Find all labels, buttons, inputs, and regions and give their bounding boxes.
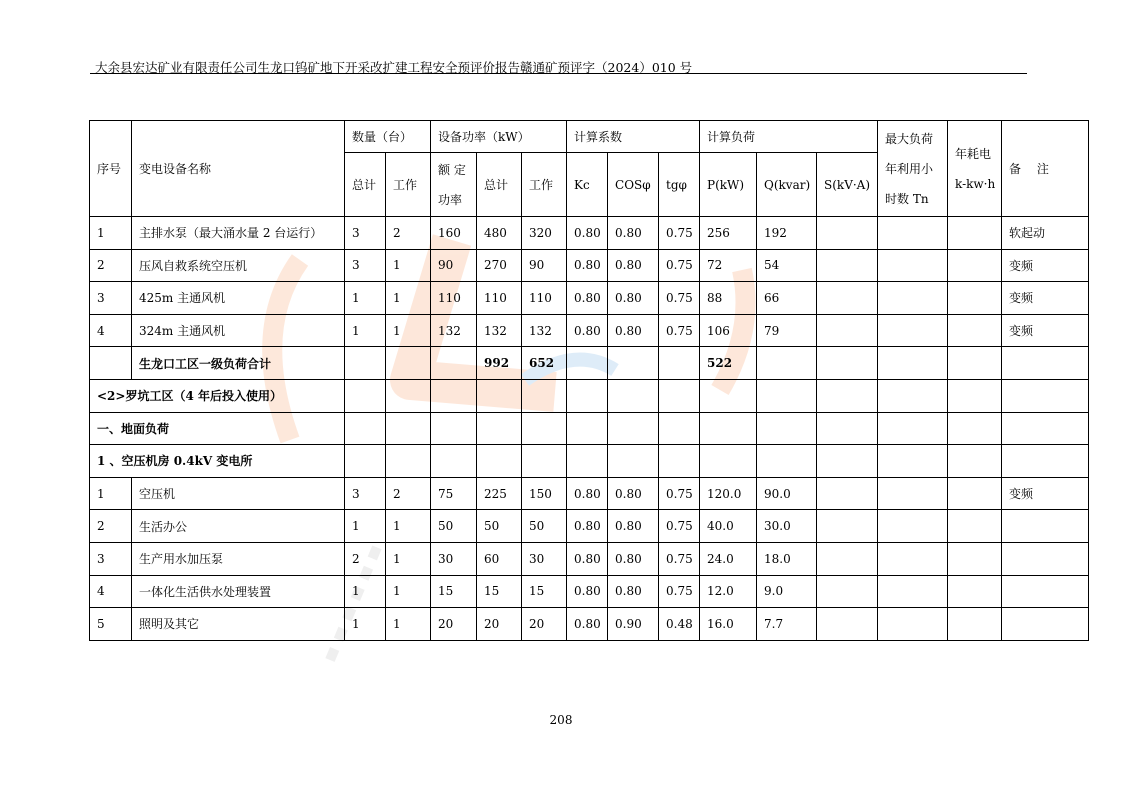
table-cell: 66 — [757, 282, 817, 315]
table-cell: 106 — [700, 314, 757, 347]
table-cell: 变频 — [1002, 314, 1089, 347]
header-kc: Kc — [567, 153, 608, 217]
table-cell: 主排水泵（最大涌水量 2 台运行） — [132, 217, 345, 250]
table-cell: 1 — [386, 575, 431, 608]
table-cell — [757, 445, 817, 478]
table-cell — [608, 445, 659, 478]
table-cell: 0.80 — [608, 575, 659, 608]
table-cell — [386, 412, 431, 445]
header-p: P(kW) — [700, 153, 757, 217]
table-cell: 0.75 — [659, 477, 700, 510]
table-cell — [659, 347, 700, 380]
table-cell: 79 — [757, 314, 817, 347]
table-cell — [659, 379, 700, 412]
header-equipment-power: 设备功率（kW） — [431, 121, 567, 153]
table-cell: 160 — [431, 217, 477, 250]
table-cell: 90 — [431, 249, 477, 282]
table-cell: 0.80 — [608, 217, 659, 250]
table-cell: 变频 — [1002, 282, 1089, 315]
table-cell: 2 — [90, 510, 132, 543]
table-cell — [757, 412, 817, 445]
table-header-row — [90, 121, 1089, 153]
table-cell: 60 — [477, 542, 522, 575]
table-cell — [608, 347, 659, 380]
table-cell — [659, 445, 700, 478]
table-cell — [659, 412, 700, 445]
table-cell: 0.80 — [567, 282, 608, 315]
table-row — [90, 510, 1089, 543]
table-cell: 16.0 — [700, 608, 757, 641]
document-header: 大余县宏达矿业有限责任公司生龙口钨矿地下开采改扩建工程安全预评价报告赣通矿预评字（2024）010 号 — [95, 60, 693, 75]
table-cell — [878, 542, 948, 575]
table-row — [90, 249, 1089, 282]
table-cell: 2 — [90, 249, 132, 282]
table-cell — [817, 249, 878, 282]
table-cell: 1 — [386, 282, 431, 315]
table-cell — [878, 477, 948, 510]
table-cell — [948, 542, 1002, 575]
section-label: 一、地面负荷 — [90, 412, 345, 445]
table-cell: 50 — [477, 510, 522, 543]
table-cell: 0.75 — [659, 282, 700, 315]
table-cell: 2 — [345, 542, 386, 575]
table-cell: 150 — [522, 477, 567, 510]
table-cell: 1 — [345, 575, 386, 608]
table-cell — [608, 412, 659, 445]
table-cell: 0.75 — [659, 510, 700, 543]
table-cell: 0.80 — [608, 542, 659, 575]
header-rule — [90, 73, 1027, 74]
header-max-load-line3: 时数 Tn — [885, 191, 929, 206]
table-cell: 110 — [522, 282, 567, 315]
table-cell — [522, 412, 567, 445]
table-row — [90, 575, 1089, 608]
table-cell — [878, 412, 948, 445]
table-cell: 0.80 — [608, 282, 659, 315]
table-cell: 20 — [522, 608, 567, 641]
table-cell: 1 — [386, 510, 431, 543]
table-cell: 652 — [522, 347, 567, 380]
table-cell — [817, 379, 878, 412]
table-cell: 0.80 — [567, 608, 608, 641]
table-cell: 24.0 — [700, 542, 757, 575]
table-cell: 225 — [477, 477, 522, 510]
table-cell: 30 — [522, 542, 567, 575]
table-cell: 992 — [477, 347, 522, 380]
table-cell: 0.80 — [567, 314, 608, 347]
table-cell: 2 — [386, 217, 431, 250]
header-calc-load: 计算负荷 — [700, 121, 878, 153]
table-cell — [431, 445, 477, 478]
table-cell: 54 — [757, 249, 817, 282]
table-cell: 1 — [386, 608, 431, 641]
table-cell — [477, 412, 522, 445]
header-max-load-line2: 年利用小 — [885, 161, 934, 176]
table-cell: 522 — [700, 347, 757, 380]
table-row — [90, 542, 1089, 575]
table-cell — [878, 379, 948, 412]
header-qty-total: 总计 — [345, 153, 386, 217]
table-cell: 9.0 — [757, 575, 817, 608]
table-cell — [567, 379, 608, 412]
table-cell: 0.75 — [659, 542, 700, 575]
power-load-table — [89, 120, 1089, 641]
table-cell: 1 — [90, 217, 132, 250]
table-cell — [700, 412, 757, 445]
table-cell — [878, 445, 948, 478]
table-cell — [948, 608, 1002, 641]
table-cell — [431, 412, 477, 445]
table-cell: 1 — [386, 249, 431, 282]
header-max-load-hours — [878, 121, 948, 217]
table-cell — [817, 608, 878, 641]
table-cell: 480 — [477, 217, 522, 250]
table-cell — [345, 379, 386, 412]
table-cell — [431, 379, 477, 412]
table-cell: 30 — [431, 542, 477, 575]
header-max-load-line1: 最大负荷 — [885, 131, 934, 146]
section-label: 1 、空压机房 0.4kV 变电所 — [90, 445, 345, 478]
table-cell — [878, 608, 948, 641]
table-cell — [1002, 445, 1089, 478]
table-cell: 0.75 — [659, 575, 700, 608]
table-cell: 324m 主通风机 — [132, 314, 345, 347]
table-cell: 0.80 — [567, 249, 608, 282]
header-qty-work: 工作 — [386, 153, 431, 217]
header-seq: 序号 — [90, 121, 132, 217]
header-rated-line1: 额 定 — [438, 162, 466, 177]
table-cell — [477, 379, 522, 412]
table-cell: 40.0 — [700, 510, 757, 543]
table-cell — [948, 379, 1002, 412]
table-cell — [948, 510, 1002, 543]
table-cell — [948, 347, 1002, 380]
table-cell — [522, 379, 567, 412]
header-tg: tgφ — [659, 153, 700, 217]
table-cell: 生龙口工区一级负荷合计 — [132, 347, 345, 380]
table-cell: 0.75 — [659, 314, 700, 347]
table-cell: 18.0 — [757, 542, 817, 575]
table-cell: 0.75 — [659, 217, 700, 250]
table-cell: 1 — [386, 542, 431, 575]
table-cell — [522, 445, 567, 478]
table-cell: 5 — [90, 608, 132, 641]
table-cell: 0.80 — [608, 510, 659, 543]
table-cell: 192 — [757, 217, 817, 250]
table-cell: 320 — [522, 217, 567, 250]
table-cell: 0.80 — [608, 314, 659, 347]
header-annual-energy-line1: 年耗电 — [955, 146, 992, 161]
table-row — [90, 282, 1089, 315]
table-cell — [1002, 379, 1089, 412]
table-cell: 变频 — [1002, 477, 1089, 510]
table-cell: 0.80 — [608, 477, 659, 510]
table-cell — [1002, 575, 1089, 608]
table-cell: 1 — [386, 314, 431, 347]
table-cell — [817, 575, 878, 608]
table-cell: 132 — [477, 314, 522, 347]
table-cell: 0.80 — [567, 542, 608, 575]
table-cell — [817, 542, 878, 575]
header-power-total: 总计 — [477, 153, 522, 217]
header-annual-energy — [948, 121, 1002, 217]
table-cell — [700, 379, 757, 412]
table-cell — [878, 510, 948, 543]
table-cell: 0.48 — [659, 608, 700, 641]
table-cell — [817, 412, 878, 445]
table-cell — [878, 575, 948, 608]
table-cell: 0.90 — [608, 608, 659, 641]
page-number: 208 — [549, 713, 573, 727]
table-cell: 15 — [477, 575, 522, 608]
table-cell: 3 — [345, 217, 386, 250]
table-cell — [700, 445, 757, 478]
table-cell: 4 — [90, 314, 132, 347]
header-calc-coefficient: 计算系数 — [567, 121, 700, 153]
table-cell — [948, 314, 1002, 347]
table-cell: 生产用水加压泵 — [132, 542, 345, 575]
table-cell — [386, 445, 431, 478]
header-rated-line2: 功率 — [438, 192, 463, 207]
table-cell: 20 — [431, 608, 477, 641]
subtotal-row — [90, 347, 1089, 380]
table-cell: 425m 主通风机 — [132, 282, 345, 315]
table-cell: 1 — [345, 510, 386, 543]
section-row — [90, 445, 1089, 478]
table-cell — [1002, 542, 1089, 575]
header-annual-energy-line2: k-kw·h — [955, 176, 996, 191]
table-cell — [1002, 347, 1089, 380]
table-cell: 压风自救系统空压机 — [132, 249, 345, 282]
table-cell — [878, 347, 948, 380]
table-cell — [345, 347, 386, 380]
table-cell — [757, 379, 817, 412]
table-cell: 88 — [700, 282, 757, 315]
table-cell — [567, 412, 608, 445]
table-cell — [878, 249, 948, 282]
table-cell — [948, 575, 1002, 608]
section-row — [90, 412, 1089, 445]
table-cell: 1 — [345, 314, 386, 347]
table-cell: 75 — [431, 477, 477, 510]
header-quantity: 数量（台） — [345, 121, 431, 153]
table-cell — [345, 412, 386, 445]
table-cell: 15 — [431, 575, 477, 608]
table-cell: 30.0 — [757, 510, 817, 543]
table-cell: 72 — [700, 249, 757, 282]
table-cell — [431, 347, 477, 380]
table-row — [90, 477, 1089, 510]
table-cell: 3 — [345, 477, 386, 510]
table-cell — [757, 347, 817, 380]
table-cell: 0.80 — [608, 249, 659, 282]
table-cell: 软起动 — [1002, 217, 1089, 250]
table-cell: 120.0 — [700, 477, 757, 510]
table-cell: 3 — [90, 542, 132, 575]
table-cell: 50 — [522, 510, 567, 543]
table-cell: 1 — [345, 608, 386, 641]
header-q: Q(kvar) — [757, 153, 817, 217]
table-cell — [817, 445, 878, 478]
table-cell — [345, 445, 386, 478]
header-cos: COSφ — [608, 153, 659, 217]
table-cell — [948, 477, 1002, 510]
table-cell: 110 — [477, 282, 522, 315]
table-cell: 270 — [477, 249, 522, 282]
table-cell: 0.80 — [567, 510, 608, 543]
table-cell: 110 — [431, 282, 477, 315]
table-cell — [878, 314, 948, 347]
table-cell: 90 — [522, 249, 567, 282]
table-cell: 空压机 — [132, 477, 345, 510]
table-cell: 一体化生活供水处理装置 — [132, 575, 345, 608]
table-cell — [948, 412, 1002, 445]
table-row — [90, 217, 1089, 250]
table-cell — [817, 217, 878, 250]
table-cell: 照明及其它 — [132, 608, 345, 641]
table-cell — [567, 347, 608, 380]
table-cell — [1002, 412, 1089, 445]
table-cell — [817, 510, 878, 543]
table-cell: 1 — [90, 477, 132, 510]
table-cell: 12.0 — [700, 575, 757, 608]
table-cell: 256 — [700, 217, 757, 250]
section-label: <2>罗坑工区（4 年后投入使用） — [90, 379, 345, 412]
table-cell — [477, 445, 522, 478]
table-cell — [948, 249, 1002, 282]
table-cell — [817, 477, 878, 510]
table-cell: 4 — [90, 575, 132, 608]
header-power-work: 工作 — [522, 153, 567, 217]
table-cell — [878, 217, 948, 250]
table-cell: 变频 — [1002, 249, 1089, 282]
table-cell: 132 — [522, 314, 567, 347]
table-cell: 2 — [386, 477, 431, 510]
table-cell: 50 — [431, 510, 477, 543]
table-cell: 0.80 — [567, 477, 608, 510]
table-cell — [608, 379, 659, 412]
header-note: 备 注 — [1002, 121, 1089, 217]
table-cell — [386, 379, 431, 412]
table-cell: 1 — [345, 282, 386, 315]
table-cell: 3 — [90, 282, 132, 315]
table-cell: 20 — [477, 608, 522, 641]
table-cell — [386, 347, 431, 380]
header-s: S(kV·A) — [817, 153, 878, 217]
table-row — [90, 608, 1089, 641]
table-cell — [948, 217, 1002, 250]
table-cell — [948, 282, 1002, 315]
table-cell — [948, 445, 1002, 478]
header-rated-power — [431, 153, 477, 217]
table-row — [90, 314, 1089, 347]
table-cell: 90.0 — [757, 477, 817, 510]
section-row — [90, 379, 1089, 412]
table-cell: 3 — [345, 249, 386, 282]
table-cell: 0.80 — [567, 575, 608, 608]
table-cell — [817, 282, 878, 315]
table-cell — [817, 314, 878, 347]
table-cell — [90, 347, 132, 380]
table-cell: 生活办公 — [132, 510, 345, 543]
table-cell: 132 — [431, 314, 477, 347]
table-cell — [1002, 510, 1089, 543]
table-cell — [878, 282, 948, 315]
table-cell — [817, 347, 878, 380]
table-cell: 0.75 — [659, 249, 700, 282]
table-cell: 15 — [522, 575, 567, 608]
table-cell — [1002, 608, 1089, 641]
table-cell: 0.80 — [567, 217, 608, 250]
table-cell — [567, 445, 608, 478]
table-cell: 7.7 — [757, 608, 817, 641]
header-device-name: 变电设备名称 — [132, 121, 345, 217]
